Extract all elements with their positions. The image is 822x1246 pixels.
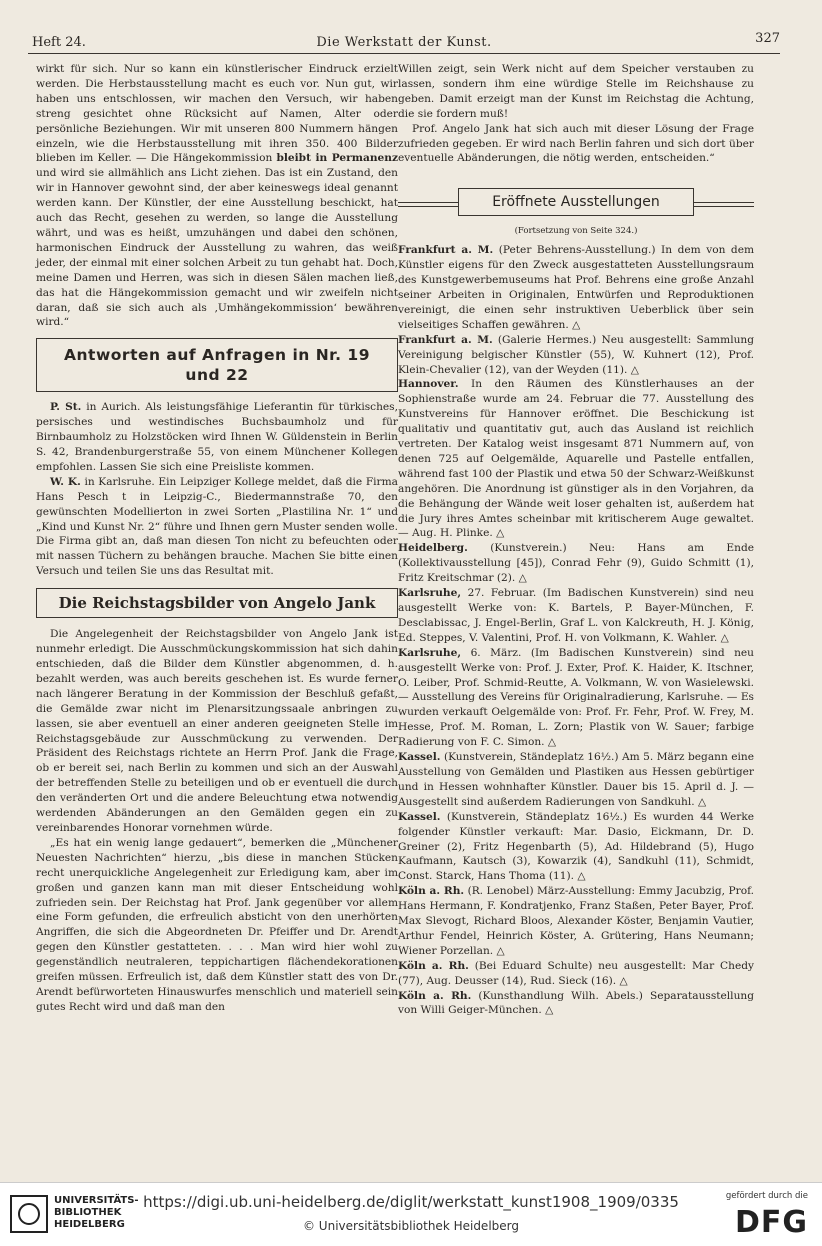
paragraph: Die Angelegenheit der Reichstagsbilder von Angelo Jank ist nunmehr erledigt. Die Ausschmückungskommission hat sich dahin entschieden, daß die Bilder dem Künstler abgenommen, d. h. bezahlt werden, was auch bereits geschehen ist. Es wurde ferner nach längerer Beratung in der Kommission der Beschluß gefaßt, die Gemälde zwar nicht im Plenarsitzungssaale anbringen zu lassen, sie aber eventuell an einer anderen geeigneten Stelle im Reichstagsgebäude zur Ausschmückung zu verwenden. Der Präsident des Reichstags richtete an Herrn Prof. Jank die Frage, ob er bereit sei, nach Berlin zu kommen und sich an der Auswahl der betreffenden Stelle zu beteiligen und ob er eventuell die durch den veränderten Ort und die andere Beleuchtung etwa notwendig werdenden Abänderungen an den Gemälden gegen ein zu vereinbarendes Honorar vornehmen würde. — [36, 628, 398, 834]
entry-place: Kassel. — [398, 810, 441, 823]
exhibition-entry — [398, 959, 754, 989]
entry-text: (R. Lenobel) März-Ausstellung: Emmy Jacubzig, Prof. Hans Hermann, F. Kondratjenko, Franz Staßen, Peter Bayer, Prof. Max Slevogt, Richard Bloos, Alexander Köster, Benjamin Vautier, Arthur Fendel, Heinrich Köster, A. Grütering, Hans Neumann; Wiener Porzellan. — [398, 885, 754, 957]
entry-place: Köln a. Rh. — [398, 885, 465, 898]
entry-text: (Kunstverein, Ständeplatz 16½.) Es wurden 44 Werke folgender Künstler verkauft: Mar. Dasio, Eickmann, Dr. D. Greiner (2), Fritz Hegenbarth (5), Ad. Hildebrand (5), Hugo Kaufmann, Kautsch (3), Kowarzik (4), Sandkuhl (11), Schmidt, Const. Starck, Hans Thoma (11). — [398, 810, 755, 883]
continuation-note: (Fortsetzung von Seite 324.) — [514, 226, 638, 237]
page-number: 327 — [755, 31, 780, 46]
exhibition-entry — [398, 541, 754, 586]
exhibition-entry — [398, 333, 754, 378]
entry-place: Frankfurt a. M. — [398, 244, 494, 257]
bold-phrase: bleibt in Permanenz — [276, 152, 398, 165]
end-mark-icon: △ — [627, 363, 639, 376]
footer-bar — [0, 1182, 822, 1246]
end-mark-icon: △ — [493, 944, 505, 957]
end-mark-icon: △ — [544, 736, 557, 749]
library-logo[interactable]: UNIVERSITÄTS- BIBLIOTHEK HEIDELBERG — [10, 1195, 139, 1233]
exhibition-entry — [398, 989, 754, 1019]
entry-text: 6. März. (Im Badischen Kunstverein) sind neu ausgestellt Werke von: Prof. J. Exter, Prof. K. Haider, K. Itschner, O. Leiber, Prof. Schmid-Reutte, A. Volkmann, W. von Wasielewski. — Ausstellung des Vereins für Originalradierung, Karlsruhe. — Es wurden verkauft Oelgemälde von: Prof. Fr. Fehr, Prof. W. Frey, M. Hesse, Prof. M. Roman, L. Zorn; Plastik von W. Sauer; farbige Radierung von F. C. Simon. — [398, 646, 755, 749]
end-mark-icon: △ — [616, 974, 628, 987]
entry-place: Kassel. — [398, 751, 441, 764]
exhibition-entry — [398, 810, 754, 885]
entry-place: Frankfurt a. M. — [398, 333, 493, 346]
end-mark-icon: △ — [574, 870, 586, 883]
right-column — [398, 62, 754, 1018]
issue-number: Heft 24. — [32, 35, 86, 50]
paragraph: „Es hat ein wenig lange gedauert“, bemerken die „Münchener Neuesten Nachrichten“ hierzu, „bis diese in manchen Stücken recht unerquickliche Angelegenheit zur Erledigung kam, aber im großen und ganzen kann man mit dieser Entscheidung wohl zufrieden sein. Der Reichstag hat Prof. Jank gegenüber vor allem eine Form gefunden, die erfreulich absticht von den unerhörten Angriffen, die sich die Abgeordneten Dr. Pfeiffer und Dr. Arendt gegen den Künstler gestatteten. . . . Man wird hier wohl zu gegenständlich neutraleren, teppichartigen flächendekorationen greifen müssen. Erfreulich ist, daß dem Künstler statt des von Dr. Arendt befürworteten Hinauswurfes menschlich und materiell sein gutes Recht wird und daß man den — [36, 836, 398, 1013]
exhibition-entry — [398, 750, 754, 810]
journal-title: Die Werkstatt der Kunst. — [316, 35, 492, 50]
source-url[interactable]: https://digi.ub.uni-heidelberg.de/diglit/werkstatt_kunst1908_1909/0335 — [143, 1193, 679, 1211]
answer-item: P. St. in Aurich. Als leistungsfähige Lieferantin für türkisches, persisches und westindisches Buchsbaumholz und für Birnbaumholz zu Holzstöcken wird Ihnen W. Güldenstein in Berlin S. 42, Brandenburgerstraße 55, von einem Münchener Kollegen empfohlen. Lassen Sie sich eine Preisliste kommen. — [36, 401, 398, 473]
exhibition-list — [398, 243, 754, 1018]
paragraph: wirkt für sich. Nur so kann ein künstlerischer Eindruck erzielt werden. Die Herbstausstellung macht es euch vor. Nun gut, wir haben uns entschlossen, wir machen den Versuch, wir haben streng gesichtet ohne Rücksicht auf Namen, Alter oder persönliche Beziehungen. Wir mit unseren 800 Nummern hängen einzeln, wie die Herbstausstellung mit ihren 350. 400 Bilder blieben im Keller. — Die Hängekommission bleibt in Permanenz und wird sie allmählich ans Licht ziehen. Das ist ein Zustand, den wir in Hannover gewohnt sind, der aber keineswegs ideal genannt werden kann. Der Künstler, der eine Ausstellung beschickt, hat auch das Recht, gesehen zu werden, so lange die Ausstellung währt, und was es heißt, umzuhängen und dabei den schönen, harmonischen Eindruck der Ausstellung zu wahren, das weiß jeder, der einmal mit einer solchen Arbeit zu tun gehabt hat. Doch, meine Damen und Herren, was sich in diesen Sälen machen ließ, das hat die Hängekommission gemacht und wir zweifeln nicht daran, daß sie sich auch als ‚Umhängekommission‘ bewähren wird.“ — [36, 63, 398, 329]
entry-place: Heidelberg. — [398, 542, 468, 555]
entry-place: Karlsruhe, — [398, 587, 462, 600]
exhibition-entry — [398, 377, 754, 541]
end-mark-icon: △ — [568, 318, 581, 331]
dfg-logo[interactable]: DFG — [734, 1205, 808, 1240]
reichstag-heading-box — [36, 588, 398, 618]
running-header — [28, 31, 780, 54]
copyright: © Universitätsbibliothek Heidelberg — [302, 1219, 519, 1233]
end-mark-icon: △ — [541, 1004, 554, 1017]
end-mark-icon: △ — [717, 631, 729, 644]
answers-heading-box — [36, 338, 398, 392]
entry-text: 27. Februar. (Im Badischen Kunstverein) sind neu ausgestellt Werke von: K. Bartels, P. Bayer-München, F. Desclabissac, J. Engel-Berlin, Graf L. von Kalckreuth, H. J. König, Ed. Steppes, V. Valentini, Prof. H. von Volkmann, K. Wahler. — [398, 587, 754, 644]
entry-text: (Peter Behrens-Ausstellung.) In dem von dem Künstler eigens für den Zweck ausgestatteten Ausstellungsraum des Kunstgewerbemuseums hat Prof. Behrens eine große Anzahl seiner Arbeiten in Originalen, Entwürfen und Reproduktionen vereinigt, die einen sehr instruktiven Ueberblick über sein vielseitiges Schaffen gewähren. — [398, 244, 755, 331]
entry-text: (Galerie Hermes.) Neu ausgestellt: Sammlung Vereinigung belgischer Künstler (55), W. Kuhnert (12), Prof. Klein-Chevalier (12), van der Weyden (11). — [398, 333, 755, 376]
entry-text: In den Räumen des Künstlerhauses an der Sophienstraße wurde am 24. Februar die 77. Ausstellung des Kunstvereins für Hannover eröffnet. Die Beschickung ist qualitativ und quantitativ gut, auch das Ausland ist reichlich vertreten. Der Katalog weist insgesamt 871 Nummern auf, von denen 725 auf Oelgemälde, Aquarelle und Pastelle entfallen, während fast 100 der Plastik und etwa 50 der Schwarz-Weißkunst angehören. Die Anordnung ist günstiger als in den Vorjahren, da die Behängung der Wände weit loser gehalten ist, außerdem hat die Jury ihres Amtes scheinbar mit kritischerem Auge gewaltet. — Aug. H. Plinke. — [398, 378, 754, 540]
exhibition-entry — [398, 646, 754, 750]
paragraph: Prof. Angelo Jank hat sich auch mit dieser Lösung der Frage zufrieden gegeben. Er wird nach Berlin fahren und sich dort über eventuelle Abänderungen, die nötig werden, entscheiden.“ — [398, 122, 754, 165]
funded-by-label: gefördert durch die — [725, 1191, 808, 1201]
end-mark-icon: △ — [515, 572, 527, 585]
entry-text: (Bei Eduard Schulte) neu ausgestellt: Mar Chedy (77), Aug. Deusser (14), Rud. Sieck (16). — [398, 959, 754, 987]
entry-text: (Kunstverein, Ständeplatz 16½.) Am 5. März begann eine Ausstellung von Gemälden und Plastiken aus Hessen gebürtiger und in Hessen wohnhafter Künstler. Dauer bis 15. April d. J. — Ausgestellt sind außerdem Radierungen von Sandkuhl. — [398, 751, 754, 808]
reichstag-heading: Die Reichstagsbilder von Angelo Jank — [58, 594, 376, 613]
exhibition-entry — [398, 884, 754, 959]
answer-item: W. K. in Karlsruhe. Ein Leipziger Kollege meldet, daß die Firma Hans Pesch t in Leipzig-C., Biedermannstraße 70, den gewünschten Modellierton in zwei Sorten „Plastilina Nr. 1“ und „Kind und Kunst Nr. 2“ führe und Ihnen gern Muster senden wolle. Die Firma gibt an, daß man diesen Ton nicht zu befeuchten oder mit nassen Tüchern zu behängen brauche. Machen Sie bitte einen Versuch und teilen Sie uns das Resultat mit. — [36, 475, 398, 578]
paragraph: Willen zeigt, sein Werk nicht auf dem Speicher verstauben zu lassen, sondern ihm eine würdige Stelle im Reichshause zu geben. Damit erzeigt man der Kunst im Reichstag die Achtung, die sie fordern muß! — [398, 63, 754, 120]
left-column — [36, 62, 398, 1015]
exhibitions-heading-wrap — [398, 188, 754, 218]
end-mark-icon: △ — [694, 795, 707, 808]
entry-place: Köln a. Rh. — [398, 989, 472, 1002]
answers-heading-line2: und 22 — [185, 366, 249, 385]
exhibitions-heading: Eröffnete Ausstellungen — [458, 188, 694, 216]
exhibition-entry — [398, 586, 754, 646]
entry-text: (Kunsthandlung Wilh. Abels.) Separatausstellung von Willi Geiger-München. — [398, 989, 754, 1017]
entry-text: (Kunstverein.) Neu: Hans am Ende (Kollektivausstellung [45]), Conrad Fehr (9), Guido Schmitt (1), Fritz Kreitschmar (2). — [398, 542, 755, 585]
entry-place: Karlsruhe, — [398, 646, 462, 659]
end-mark-icon: △ — [492, 527, 505, 540]
answers-heading: Antworten auf Anfragen in Nr. 19 — [64, 346, 370, 365]
entry-place: Hannover. — [398, 378, 459, 391]
exhibition-entry — [398, 243, 754, 332]
entry-place: Köln a. Rh. — [398, 959, 469, 972]
